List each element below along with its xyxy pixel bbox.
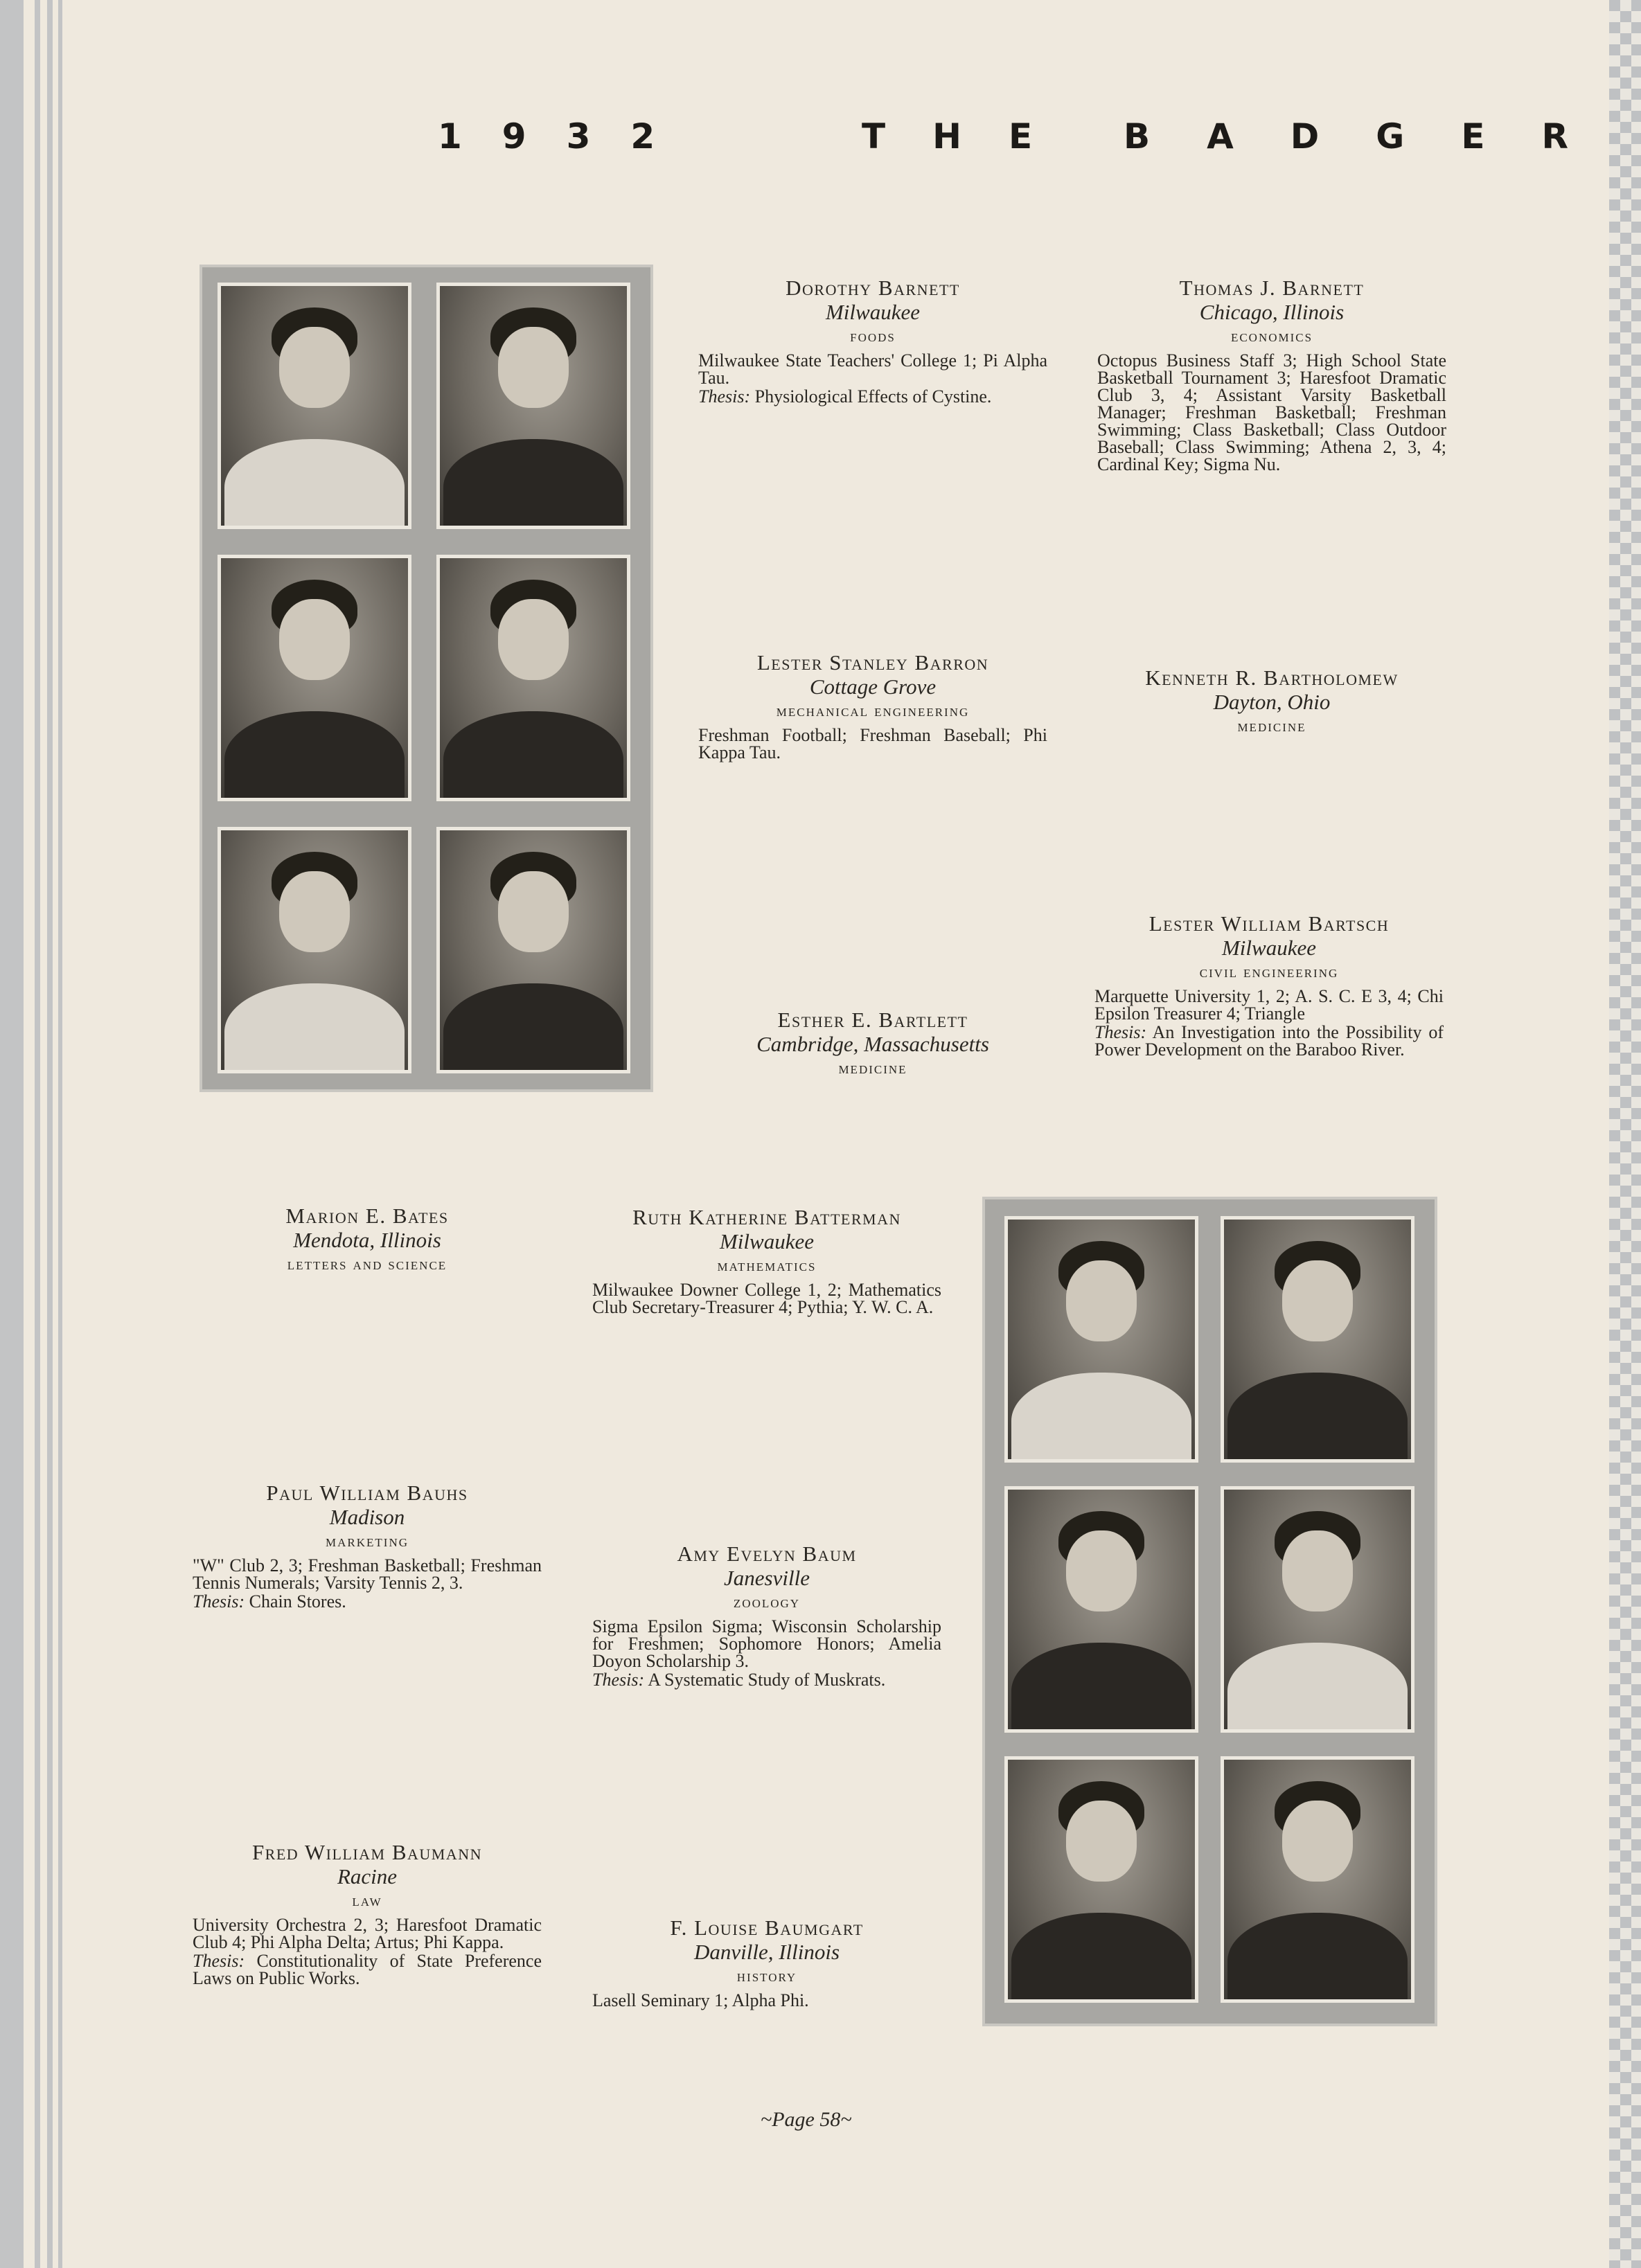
entry-thomas-barnett (1097, 277, 1446, 473)
entry-name: Thomas J. Barnett (1179, 276, 1365, 300)
entry-department: law (352, 1892, 382, 1910)
portrait-photo (436, 827, 630, 1073)
entry-name: Lester Stanley Barron (756, 650, 989, 675)
header-title: BADGER (1124, 116, 1626, 157)
portrait-photo (1221, 1216, 1414, 1463)
thesis-label: Thesis: (698, 386, 751, 407)
portrait-photo (218, 555, 411, 801)
thesis-text: Physiological Effects of Cystine. (754, 386, 992, 407)
thesis-label: Thesis: (592, 1670, 645, 1690)
entry-activities: "W" Club 2, 3; Freshman Basketball; Freshman Tennis Numerals; Varsity Tennis 2, 3. (193, 1555, 542, 1593)
thesis-text: An Investigation into the Possibility of Power Development on the Baraboo River. (1094, 1022, 1444, 1060)
entry-kenneth-bartholomew (1097, 667, 1446, 735)
entry-city: Milwaukee (825, 300, 920, 324)
entry-name: Esther E. Bartlett (777, 1008, 968, 1032)
entry-department: letters and science (287, 1256, 447, 1274)
entry-city: Cottage Grove (809, 675, 937, 699)
entry-thesis (592, 1671, 941, 1688)
entry-city: Chicago, Illinois (1199, 300, 1345, 324)
entry-thesis (193, 1593, 542, 1610)
entry-marion-bates (193, 1205, 542, 1273)
entry-thesis (193, 1952, 542, 1987)
entry-city: Milwaukee (719, 1229, 814, 1253)
entry-department: foods (850, 328, 896, 346)
entry-name: Paul William Bauhs (266, 1481, 468, 1505)
portrait-photo (218, 827, 411, 1073)
entry-ruth-batterman (592, 1206, 941, 1316)
portrait-photo (1221, 1486, 1414, 1733)
entry-fred-baumann (193, 1841, 542, 1987)
entry-activities: University Orchestra 2, 3; Haresfoot Dramatic Club 4; Phi Alpha Delta; Artus; Phi Kappa. (193, 1915, 542, 1952)
header-the: THE (862, 116, 1080, 157)
entry-thesis (1094, 1024, 1444, 1058)
entry-department: medicine (838, 1060, 907, 1078)
entry-paul-bauhs (193, 1482, 542, 1610)
entry-department: economics (1230, 328, 1313, 346)
entry-louise-baumgart (592, 1917, 941, 2009)
entry-activities: Milwaukee Downer College 1, 2; Mathematics Club Secretary-Treasurer 4; Pythia; Y. W. C. A. (592, 1280, 941, 1317)
portrait-photo (1221, 1756, 1414, 2003)
entry-name: Kenneth R. Bartholomew (1145, 666, 1399, 690)
entry-city: Racine (337, 1864, 398, 1888)
entry-name: Dorothy Barnett (786, 276, 960, 300)
right-decorative-border (1609, 0, 1641, 2268)
entry-city: Danville, Illinois (693, 1940, 840, 1964)
entry-activities: Lasell Seminary 1; Alpha Phi. (592, 1990, 809, 2010)
portrait-photo (1004, 1486, 1198, 1733)
entry-name: Lester William Bartsch (1148, 911, 1390, 936)
entry-dorothy-barnett (698, 277, 1047, 405)
entry-name: Fred William Baumann (251, 1840, 483, 1864)
entry-department: medicine (1237, 717, 1306, 735)
header-year: 1932 (438, 116, 695, 157)
thesis-label: Thesis: (193, 1951, 245, 1971)
page-number: ~Page 58~ (761, 2108, 852, 2131)
entry-city: Milwaukee (1221, 936, 1316, 960)
entry-department: marketing (326, 1533, 409, 1551)
entry-name: Amy Evelyn Baum (677, 1542, 857, 1566)
entry-lester-barron (698, 652, 1047, 761)
entry-city: Madison (329, 1505, 405, 1529)
entry-activities: Freshman Football; Freshman Baseball; Phi Kappa Tau. (698, 725, 1047, 762)
entry-department: civil engineering (1199, 963, 1339, 981)
entry-city: Janesville (724, 1566, 810, 1590)
photo-panel-bottom (982, 1197, 1437, 2026)
entry-name: Marion E. Bates (285, 1204, 449, 1228)
entry-amy-baum (592, 1543, 941, 1688)
entry-name: Ruth Katherine Batterman (632, 1205, 901, 1229)
portrait-photo (1004, 1216, 1198, 1463)
entry-city: Mendota, Illinois (293, 1228, 441, 1252)
left-decorative-border (0, 0, 64, 2268)
portrait-photo (436, 283, 630, 529)
entry-department: zoology (733, 1593, 801, 1611)
entry-department: mechanical engineering (776, 702, 970, 720)
thesis-label: Thesis: (193, 1591, 245, 1611)
entry-thesis (698, 388, 1047, 405)
entry-city: Cambridge, Massachusetts (756, 1032, 989, 1056)
portrait-photo (218, 283, 411, 529)
portrait-photo (436, 555, 630, 801)
portrait-photo (1004, 1756, 1198, 2003)
thesis-text: Chain Stores. (249, 1591, 346, 1611)
entry-department: mathematics (717, 1257, 817, 1275)
entry-activities: Milwaukee State Teachers' College 1; Pi Alpha Tau. (698, 350, 1047, 388)
photo-panel-top (199, 265, 653, 1092)
entry-department: history (736, 1967, 797, 1985)
entry-lester-bartsch (1094, 913, 1444, 1058)
entry-activities: Octopus Business Staff 3; High School State Basketball Tournament 3; Haresfoot Dramatic Club 3, 4; Assistant Varsity Basketball Manager; Freshman Basketball; Freshman Swimming; Class Basketball; Class Outdoor Baseball; Class Swimming; Athena 2, 3, 4; Cardinal Key; Sigma Nu. (1097, 350, 1446, 474)
entry-city: Dayton, Ohio (1213, 690, 1331, 714)
entry-esther-bartlett (698, 1009, 1047, 1077)
thesis-text: Constitutionality of State Preference Laws on Public Works. (193, 1951, 542, 1988)
thesis-text: A Systematic Study of Muskrats. (648, 1670, 886, 1690)
thesis-label: Thesis: (1094, 1022, 1147, 1042)
entry-activities: Sigma Epsilon Sigma; Wisconsin Scholarship for Freshmen; Sophomore Honors; Amelia Doyon Scholarship 3. (592, 1616, 941, 1671)
entry-activities: Marquette University 1, 2; A. S. C. E 3, 4; Chi Epsilon Treasurer 4; Triangle (1094, 986, 1444, 1024)
entry-name: F. Louise Baumgart (670, 1916, 864, 1940)
